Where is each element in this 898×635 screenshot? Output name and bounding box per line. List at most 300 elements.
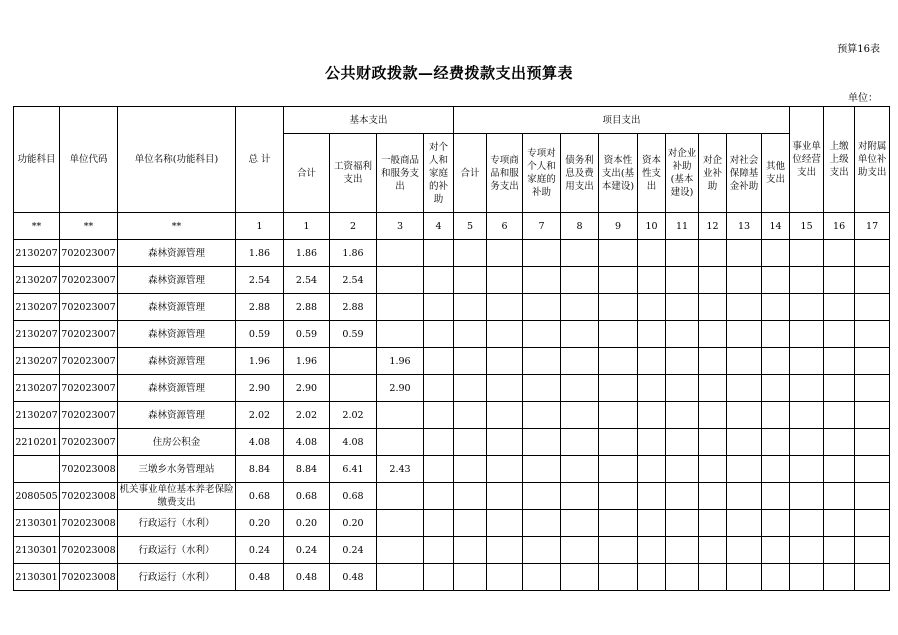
empty-cell: [727, 321, 762, 348]
empty-cell: [666, 510, 699, 537]
empty-cell: [424, 348, 454, 375]
table-row: [14, 537, 890, 564]
empty-cell: [666, 267, 699, 294]
empty-cell: [855, 402, 890, 429]
empty-cell: [727, 537, 762, 564]
empty-cell: [699, 402, 727, 429]
goods-cell: 2.43: [377, 456, 424, 483]
empty-cell: [523, 483, 561, 510]
empty-cell: [561, 321, 599, 348]
unit-code-cell: 702023007: [60, 348, 118, 375]
total-cell: 4.08: [236, 429, 284, 456]
empty-cell: [561, 402, 599, 429]
empty-cell: [599, 429, 638, 456]
empty-cell: [523, 564, 561, 591]
empty-cell: [599, 456, 638, 483]
empty-cell: [454, 375, 487, 402]
empty-cell: [487, 429, 523, 456]
empty-cell: [454, 564, 487, 591]
total-cell: 2.54: [236, 267, 284, 294]
empty-cell: [699, 510, 727, 537]
empty-cell: [727, 564, 762, 591]
unit-name-cell: 森林资源管理: [118, 294, 236, 321]
empty-cell: [523, 240, 561, 267]
salary-cell: 2.88: [330, 294, 377, 321]
goods-cell: [377, 294, 424, 321]
unit-code-cell: 702023007: [60, 267, 118, 294]
unit-name-cell: 森林资源管理: [118, 402, 236, 429]
empty-cell: [487, 267, 523, 294]
table-row: [14, 564, 890, 591]
empty-cell: [561, 483, 599, 510]
col-basic-goods: 一般商品和服务支出: [377, 134, 424, 213]
empty-cell: [523, 429, 561, 456]
table-row: [14, 240, 890, 267]
empty-cell: [762, 267, 790, 294]
total-cell: 0.59: [236, 321, 284, 348]
total-cell: 2.90: [236, 375, 284, 402]
goods-cell: [377, 510, 424, 537]
col-proj-total: 合计: [454, 134, 487, 213]
empty-cell: [762, 294, 790, 321]
empty-cell: [824, 348, 855, 375]
empty-cell: [424, 402, 454, 429]
basic-total-cell: 1.86: [284, 240, 330, 267]
empty-cell: [599, 321, 638, 348]
index-cell: **: [118, 213, 236, 240]
col-func-subject: 功能科目: [14, 107, 60, 213]
goods-cell: [377, 267, 424, 294]
index-cell: 7: [523, 213, 561, 240]
index-cell: 3: [377, 213, 424, 240]
index-cell: 9: [599, 213, 638, 240]
empty-cell: [855, 483, 890, 510]
table-row: [14, 402, 890, 429]
empty-cell: [855, 321, 890, 348]
goods-cell: 1.96: [377, 348, 424, 375]
empty-cell: [599, 267, 638, 294]
index-cell: 11: [666, 213, 699, 240]
unit-code-cell: 702023007: [60, 429, 118, 456]
col-proj-social-security: 对社会保障基金补助: [727, 134, 762, 213]
basic-total-cell: 0.20: [284, 510, 330, 537]
index-cell: 2: [330, 213, 377, 240]
salary-cell: [330, 348, 377, 375]
empty-cell: [454, 456, 487, 483]
unit-code-cell: 702023007: [60, 375, 118, 402]
unit-name-cell: 森林资源管理: [118, 240, 236, 267]
index-cell: **: [60, 213, 118, 240]
group-basic-expenditure: 基本支出: [284, 107, 454, 134]
form-number: 预算16表: [837, 44, 880, 55]
empty-cell: [824, 294, 855, 321]
empty-cell: [790, 537, 824, 564]
empty-cell: [599, 294, 638, 321]
empty-cell: [424, 564, 454, 591]
empty-cell: [454, 537, 487, 564]
empty-cell: [762, 348, 790, 375]
total-cell: 0.68: [236, 483, 284, 510]
empty-cell: [824, 537, 855, 564]
total-cell: 1.96: [236, 348, 284, 375]
empty-cell: [454, 240, 487, 267]
empty-cell: [454, 267, 487, 294]
basic-total-cell: 1.96: [284, 348, 330, 375]
empty-cell: [727, 348, 762, 375]
empty-cell: [487, 402, 523, 429]
empty-cell: [824, 402, 855, 429]
empty-cell: [790, 375, 824, 402]
unit-label: 单位：: [848, 93, 878, 104]
empty-cell: [699, 483, 727, 510]
func-subject-cell: 2080505: [14, 483, 60, 510]
empty-cell: [561, 294, 599, 321]
basic-total-cell: 0.68: [284, 483, 330, 510]
func-subject-cell: 2130207: [14, 294, 60, 321]
empty-cell: [824, 483, 855, 510]
empty-cell: [599, 510, 638, 537]
empty-cell: [699, 456, 727, 483]
index-cell: 5: [454, 213, 487, 240]
empty-cell: [855, 564, 890, 591]
empty-cell: [762, 510, 790, 537]
goods-cell: [377, 537, 424, 564]
empty-cell: [561, 537, 599, 564]
empty-cell: [824, 267, 855, 294]
empty-cell: [561, 510, 599, 537]
col-proj-capital-construction: 资本性支出(基本建设): [599, 134, 638, 213]
empty-cell: [599, 348, 638, 375]
empty-cell: [824, 456, 855, 483]
empty-cell: [855, 537, 890, 564]
empty-cell: [561, 348, 599, 375]
unit-name-cell: 住房公积金: [118, 429, 236, 456]
empty-cell: [699, 564, 727, 591]
empty-cell: [855, 510, 890, 537]
empty-cell: [666, 240, 699, 267]
empty-cell: [762, 483, 790, 510]
empty-cell: [454, 483, 487, 510]
empty-cell: [599, 375, 638, 402]
col-proj-enterprise-construction: 对企业补助(基本建设): [666, 134, 699, 213]
total-cell: 2.88: [236, 294, 284, 321]
index-cell: 6: [487, 213, 523, 240]
goods-cell: [377, 402, 424, 429]
empty-cell: [790, 564, 824, 591]
empty-cell: [666, 375, 699, 402]
table-row: [14, 294, 890, 321]
empty-cell: [855, 348, 890, 375]
col-basic-total: 合计: [284, 134, 330, 213]
index-cell: 12: [699, 213, 727, 240]
empty-cell: [666, 429, 699, 456]
col-business: 事业单位经营支出: [790, 107, 824, 213]
empty-cell: [424, 483, 454, 510]
empty-cell: [762, 402, 790, 429]
empty-cell: [638, 456, 666, 483]
empty-cell: [855, 375, 890, 402]
empty-cell: [699, 375, 727, 402]
col-proj-other: 其他支出: [762, 134, 790, 213]
empty-cell: [638, 510, 666, 537]
col-proj-debt: 债务利息及费用支出: [561, 134, 599, 213]
unit-name-cell: 森林资源管理: [118, 321, 236, 348]
salary-cell: 4.08: [330, 429, 377, 456]
empty-cell: [561, 375, 599, 402]
basic-total-cell: 4.08: [284, 429, 330, 456]
empty-cell: [699, 429, 727, 456]
total-cell: 0.24: [236, 537, 284, 564]
col-proj-enterprise: 对企业补助: [699, 134, 727, 213]
empty-cell: [487, 348, 523, 375]
salary-cell: 0.59: [330, 321, 377, 348]
empty-cell: [762, 537, 790, 564]
empty-cell: [666, 402, 699, 429]
empty-cell: [699, 240, 727, 267]
empty-cell: [790, 348, 824, 375]
func-subject-cell: [14, 456, 60, 483]
basic-total-cell: 2.88: [284, 294, 330, 321]
empty-cell: [727, 429, 762, 456]
empty-cell: [487, 537, 523, 564]
unit-code-cell: 702023008: [60, 537, 118, 564]
col-unit-code: 单位代码: [60, 107, 118, 213]
empty-cell: [454, 294, 487, 321]
empty-cell: [454, 321, 487, 348]
col-remit: 上缴上级支出: [824, 107, 855, 213]
empty-cell: [523, 294, 561, 321]
col-basic-salary: 工资福利支出: [330, 134, 377, 213]
empty-cell: [561, 240, 599, 267]
empty-cell: [638, 564, 666, 591]
empty-cell: [855, 429, 890, 456]
unit-name-cell: 行政运行（水利）: [118, 564, 236, 591]
total-cell: 1.86: [236, 240, 284, 267]
empty-cell: [855, 267, 890, 294]
basic-total-cell: 0.24: [284, 537, 330, 564]
func-subject-cell: 2130207: [14, 402, 60, 429]
index-cell: 17: [855, 213, 890, 240]
unit-code-cell: 702023007: [60, 294, 118, 321]
empty-cell: [638, 348, 666, 375]
unit-name-cell: 机关事业单位基本养老保险缴费支出: [119, 484, 234, 508]
func-subject-cell: 2130207: [14, 348, 60, 375]
empty-cell: [561, 429, 599, 456]
empty-cell: [487, 510, 523, 537]
total-cell: 0.20: [236, 510, 284, 537]
basic-total-cell: 2.90: [284, 375, 330, 402]
salary-cell: 0.48: [330, 564, 377, 591]
unit-code-cell: 702023007: [60, 402, 118, 429]
empty-cell: [454, 510, 487, 537]
func-subject-cell: 2130301: [14, 564, 60, 591]
salary-cell: 0.68: [330, 483, 377, 510]
empty-cell: [561, 564, 599, 591]
col-basic-family: 对个人和家庭的补助: [424, 134, 454, 213]
salary-cell: 0.24: [330, 537, 377, 564]
empty-cell: [599, 564, 638, 591]
empty-cell: [454, 348, 487, 375]
empty-cell: [699, 267, 727, 294]
empty-cell: [523, 537, 561, 564]
total-cell: 8.84: [236, 456, 284, 483]
empty-cell: [790, 321, 824, 348]
goods-cell: [377, 240, 424, 267]
index-cell: 4: [424, 213, 454, 240]
empty-cell: [424, 456, 454, 483]
empty-cell: [762, 375, 790, 402]
basic-total-cell: 8.84: [284, 456, 330, 483]
empty-cell: [727, 483, 762, 510]
empty-cell: [727, 375, 762, 402]
empty-cell: [699, 294, 727, 321]
empty-cell: [762, 240, 790, 267]
unit-code-cell: 702023007: [60, 321, 118, 348]
empty-cell: [727, 267, 762, 294]
group-project-expenditure: 项目支出: [454, 107, 790, 134]
index-row: [14, 213, 890, 240]
empty-cell: [824, 375, 855, 402]
empty-cell: [454, 402, 487, 429]
index-cell: 1: [284, 213, 330, 240]
table-row: [14, 456, 890, 483]
empty-cell: [762, 429, 790, 456]
empty-cell: [638, 402, 666, 429]
col-unit-name: 单位名称(功能科目): [118, 107, 236, 213]
empty-cell: [727, 294, 762, 321]
index-cell: 8: [561, 213, 599, 240]
page-title: 公共财政拨款—经费拨款支出预算表: [324, 64, 573, 82]
goods-cell: [377, 564, 424, 591]
table-row: [14, 267, 890, 294]
empty-cell: [424, 294, 454, 321]
empty-cell: [699, 348, 727, 375]
total-cell: 0.48: [236, 564, 284, 591]
empty-cell: [638, 267, 666, 294]
unit-code-cell: 702023008: [60, 510, 118, 537]
empty-cell: [824, 321, 855, 348]
table-row: [14, 375, 890, 402]
empty-cell: [855, 294, 890, 321]
empty-cell: [824, 240, 855, 267]
salary-cell: 0.20: [330, 510, 377, 537]
func-subject-cell: 2130207: [14, 375, 60, 402]
basic-total-cell: 0.48: [284, 564, 330, 591]
empty-cell: [727, 240, 762, 267]
unit-name-cell: 森林资源管理: [118, 348, 236, 375]
empty-cell: [599, 483, 638, 510]
empty-cell: [424, 510, 454, 537]
empty-cell: [638, 375, 666, 402]
func-subject-cell: 2210201: [14, 429, 60, 456]
empty-cell: [824, 429, 855, 456]
empty-cell: [487, 240, 523, 267]
empty-cell: [487, 564, 523, 591]
empty-cell: [762, 456, 790, 483]
func-subject-cell: 2130207: [14, 321, 60, 348]
empty-cell: [523, 267, 561, 294]
empty-cell: [666, 321, 699, 348]
empty-cell: [487, 483, 523, 510]
empty-cell: [638, 537, 666, 564]
empty-cell: [424, 537, 454, 564]
empty-cell: [666, 456, 699, 483]
budget-table: [13, 106, 890, 591]
table-row: [14, 321, 890, 348]
empty-cell: [666, 483, 699, 510]
empty-cell: [762, 321, 790, 348]
empty-cell: [824, 564, 855, 591]
index-cell: 1: [236, 213, 284, 240]
empty-cell: [561, 267, 599, 294]
unit-name-cell: 森林资源管理: [118, 267, 236, 294]
unit-name-cell: 森林资源管理: [118, 375, 236, 402]
empty-cell: [561, 456, 599, 483]
empty-cell: [790, 456, 824, 483]
basic-total-cell: 2.02: [284, 402, 330, 429]
empty-cell: [599, 402, 638, 429]
salary-cell: 2.54: [330, 267, 377, 294]
empty-cell: [727, 456, 762, 483]
unit-code-cell: 702023008: [60, 564, 118, 591]
empty-cell: [638, 294, 666, 321]
empty-cell: [424, 240, 454, 267]
salary-cell: 1.86: [330, 240, 377, 267]
col-total: 总 计: [236, 107, 284, 213]
empty-cell: [666, 564, 699, 591]
table-row: [14, 348, 890, 375]
empty-cell: [699, 537, 727, 564]
empty-cell: [790, 483, 824, 510]
empty-cell: [638, 483, 666, 510]
empty-cell: [790, 294, 824, 321]
func-subject-cell: 2130207: [14, 240, 60, 267]
table-row: [14, 510, 890, 537]
empty-cell: [523, 348, 561, 375]
unit-name-cell: 行政运行（水利）: [118, 510, 236, 537]
empty-cell: [454, 429, 487, 456]
empty-cell: [762, 564, 790, 591]
empty-cell: [790, 510, 824, 537]
unit-name-cell: 行政运行（水利）: [118, 537, 236, 564]
salary-cell: 2.02: [330, 402, 377, 429]
index-cell: 15: [790, 213, 824, 240]
empty-cell: [790, 267, 824, 294]
col-subsidiary: 对附属单位补助支出: [855, 107, 890, 213]
empty-cell: [790, 402, 824, 429]
total-cell: 2.02: [236, 402, 284, 429]
unit-code-cell: 702023008: [60, 456, 118, 483]
empty-cell: [855, 456, 890, 483]
empty-cell: [424, 321, 454, 348]
empty-cell: [487, 294, 523, 321]
empty-cell: [599, 240, 638, 267]
empty-cell: [599, 537, 638, 564]
salary-cell: [330, 375, 377, 402]
goods-cell: [377, 321, 424, 348]
empty-cell: [638, 240, 666, 267]
col-proj-family: 专项对个人和家庭的补助: [523, 134, 561, 213]
unit-code-cell: 702023008: [60, 483, 118, 510]
empty-cell: [666, 294, 699, 321]
empty-cell: [487, 375, 523, 402]
table-row: [14, 483, 890, 510]
empty-cell: [666, 348, 699, 375]
empty-cell: [790, 429, 824, 456]
col-proj-goods: 专项商品和服务支出: [487, 134, 523, 213]
col-proj-capital: 资本性支出: [638, 134, 666, 213]
unit-name-cell: 三墩乡水务管理站: [118, 456, 236, 483]
